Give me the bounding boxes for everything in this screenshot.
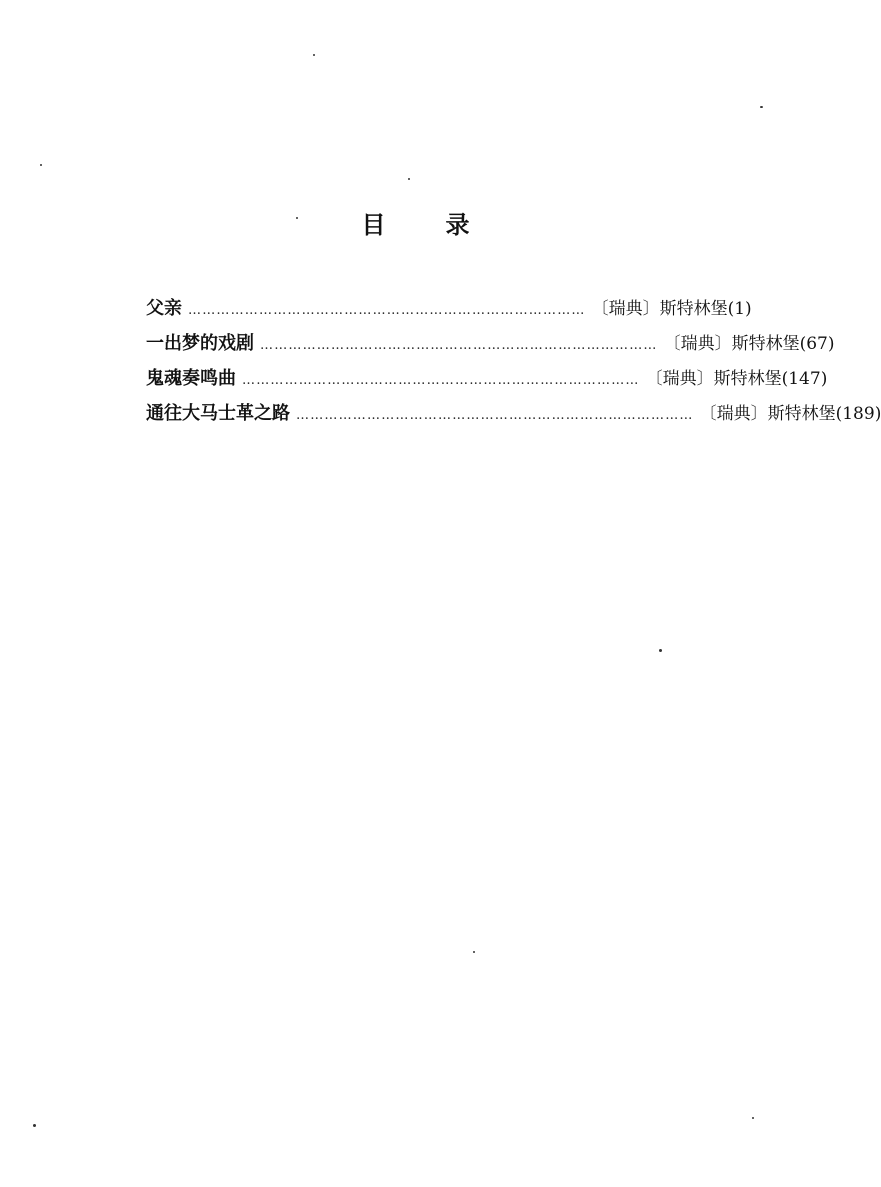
toc-entry-road-to-damascus[interactable] <box>146 396 881 431</box>
toc-entry-page: (147) <box>781 369 828 389</box>
leader-dots: ………………………………………………………………………… <box>188 303 586 318</box>
scan-speck <box>296 217 298 219</box>
leader-dots: ………………………………………………………………………… <box>260 338 658 353</box>
scan-speck <box>473 951 475 953</box>
page-title-char-1: 目 <box>361 211 386 239</box>
scan-speck <box>408 178 410 180</box>
toc-entry-author: 〔瑞典〕斯特林堡 <box>699 404 836 424</box>
scan-speck <box>313 54 315 56</box>
toc-entry-author: 〔瑞典〕斯特林堡 <box>591 299 728 319</box>
toc-entry-dream-play[interactable] <box>146 326 835 361</box>
toc-entry-page: (67) <box>799 334 835 354</box>
toc-entry-ghost-sonata[interactable] <box>146 361 828 396</box>
scan-speck <box>40 164 42 166</box>
toc-entry-author: 〔瑞典〕斯特林堡 <box>663 334 800 354</box>
page-title <box>0 205 815 240</box>
toc-entry-title: 通往大马士革之路 <box>146 403 290 424</box>
scan-speck <box>33 1124 36 1127</box>
toc-entry-title: 一出梦的戏剧 <box>146 333 254 354</box>
toc-entry-title: 父亲 <box>146 298 182 319</box>
toc-entry-author: 〔瑞典〕斯特林堡 <box>645 369 782 389</box>
toc-entry-title: 鬼魂奏鸣曲 <box>146 368 236 389</box>
scan-speck <box>760 106 763 108</box>
toc-entry-page: (189) <box>835 404 881 424</box>
toc-entry-page: (1) <box>727 299 752 319</box>
table-of-contents <box>146 291 881 431</box>
page-title-char-2: 录 <box>445 211 470 239</box>
scan-speck <box>659 649 662 652</box>
leader-dots: ………………………………………………………………………… <box>242 373 640 388</box>
scan-speck <box>752 1117 754 1119</box>
leader-dots: ………………………………………………………………………… <box>296 408 694 423</box>
toc-entry-father[interactable] <box>146 291 752 326</box>
